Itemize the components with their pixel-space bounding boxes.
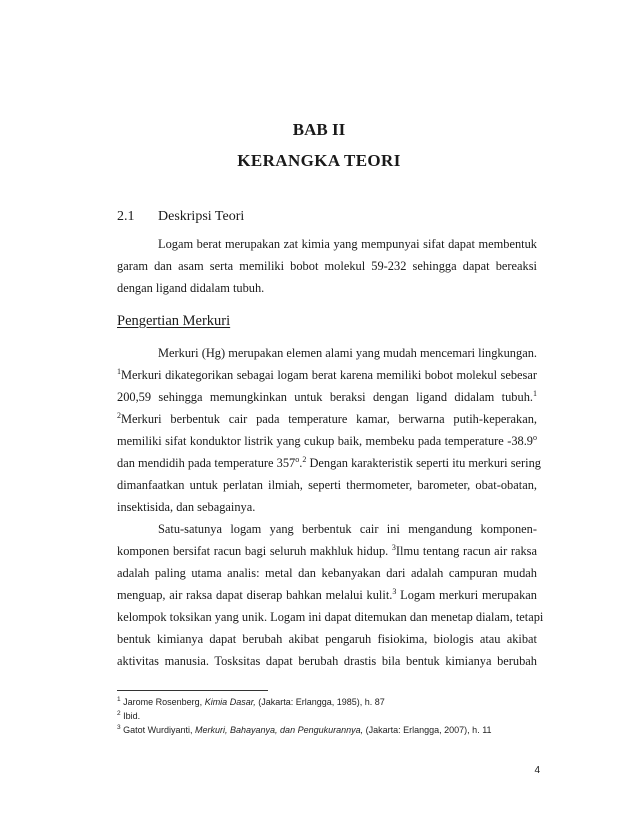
para1-line-1: Merkuri (Hg) merupakan elemen alami yang mudah mencemari lingkungan. [158,346,537,360]
footnote-1-pre: Jarome Rosenberg, [123,697,205,707]
footnote-3-title: Merkuri, Bahayanya, dan Pengukurannya, [195,725,364,735]
para2-line-7: aktivitas manusia. Tosksitas dapat berubah drastis bila bentuk kimianya berubah [117,654,537,668]
para1-line-5-text: memiliki sifat konduktor listrik yang cukup baik, membeku pada temperature -38.9 [117,434,533,448]
para1-line-4-text: Merkuri berbentuk cair pada temperature kamar, berwarna putih-keperakan, [121,412,537,426]
section-number: 2.1 [117,209,135,224]
para2-line-1: Satu-satunya logam yang berbentuk cair ini mengandung komponen- [158,522,537,536]
page-number: 4 [534,765,540,776]
chapter-label: BAB II [292,120,346,139]
para2-line-2-b: Ilmu tentang racun air raksa [395,544,537,558]
section-title: Deskripsi Teori [158,209,245,224]
para2-line-4-b: Logam merkuri merupakan [396,588,537,602]
footnote-number: 3 [117,724,121,731]
footnote-2-text: Ibid. [123,711,141,721]
footnote-3-pre: Gatot Wurdiyanti, [123,725,196,735]
para1-line-4 [117,412,537,427]
para2-line-4-a: menguap, air raksa dapat diserap bahkan melalui kulit. [117,588,393,602]
footnote-number: 1 [117,696,121,703]
para1-line-7: dimanfaatkan untuk perlatan ilmiah, seperti thermometer, barometer, obat-obatan, [117,478,537,492]
para1-line-6-c: Dengan karakteristik seperti itu merkuri sering [306,456,542,470]
para1-line-2 [117,368,537,383]
footnote-ref: 3 [392,587,397,596]
footnote-ref: 3 [391,543,396,552]
para2-line-4 [117,588,537,603]
chapter-title: KERANGKA TEORI [237,151,401,170]
para1-line-3 [117,390,537,405]
footnote-1-title: Kimia Dasar, [204,697,256,707]
para1-line-3-text: 200,59 sehingga memungkinkan untuk beraksi dengan ligand didalam tubuh. [117,390,533,404]
footnote-ref: 2 [117,411,121,420]
para1-line-5 [117,434,537,449]
para1-line-6-b: . [299,456,303,470]
para1-line-6 [117,455,542,471]
para2-line-6: bentuk kimianya dapat berubah akibat pengaruh fisiokima, biologis atau akibat [117,632,537,646]
footnote-ref: 2 [302,455,307,464]
para2-line-5: kelompok toksikan yang unik. Logam ini dapat ditemukan dan menetap dialam, tetapi [117,610,544,624]
footnote-divider [117,690,268,691]
para2-line-2 [117,544,537,559]
intro-line-1: Logam berat merupakan zat kimia yang mempunyai sifat dapat membentuk [158,237,537,251]
subheading: Pengertian Merkuri [117,313,231,329]
para2-line-3: adalah paling utama analis: metal dan kebanyakan dari adalah campuran mudah [117,566,537,580]
footnote-ref: 1 [533,389,537,398]
para2-line-2-a: komponen bersifat racun bagi seluruh makhluk hidup. [117,544,392,558]
degree-mark: o [533,433,537,442]
footnote-3 [117,725,492,735]
para1-line-8: insektisida, dan sebagainya. [117,500,256,514]
footnote-ref: 1 [117,367,121,376]
para1-line-2-text: Merkuri dikategorikan sebagai logam berat karena memiliki bobot molekul sebesar [121,368,537,382]
footnote-1-post: (Jakarta: Erlangga, 1985), h. 87 [255,697,385,707]
footnote-3-post: (Jakarta: Erlangga, 2007), h. 11 [363,725,492,735]
footnote-number: 2 [117,710,121,717]
intro-line-3: dengan ligand didalam tubuh. [117,281,265,295]
footnote-2 [117,711,140,721]
para1-line-6-a: dan mendidih pada temperature 357 [117,456,296,470]
degree-mark: o [295,455,300,464]
footnote-1 [117,697,385,707]
intro-line-2: garam dan asam serta memiliki bobot molekul 59-232 sehingga dapat bereaksi [117,259,537,273]
